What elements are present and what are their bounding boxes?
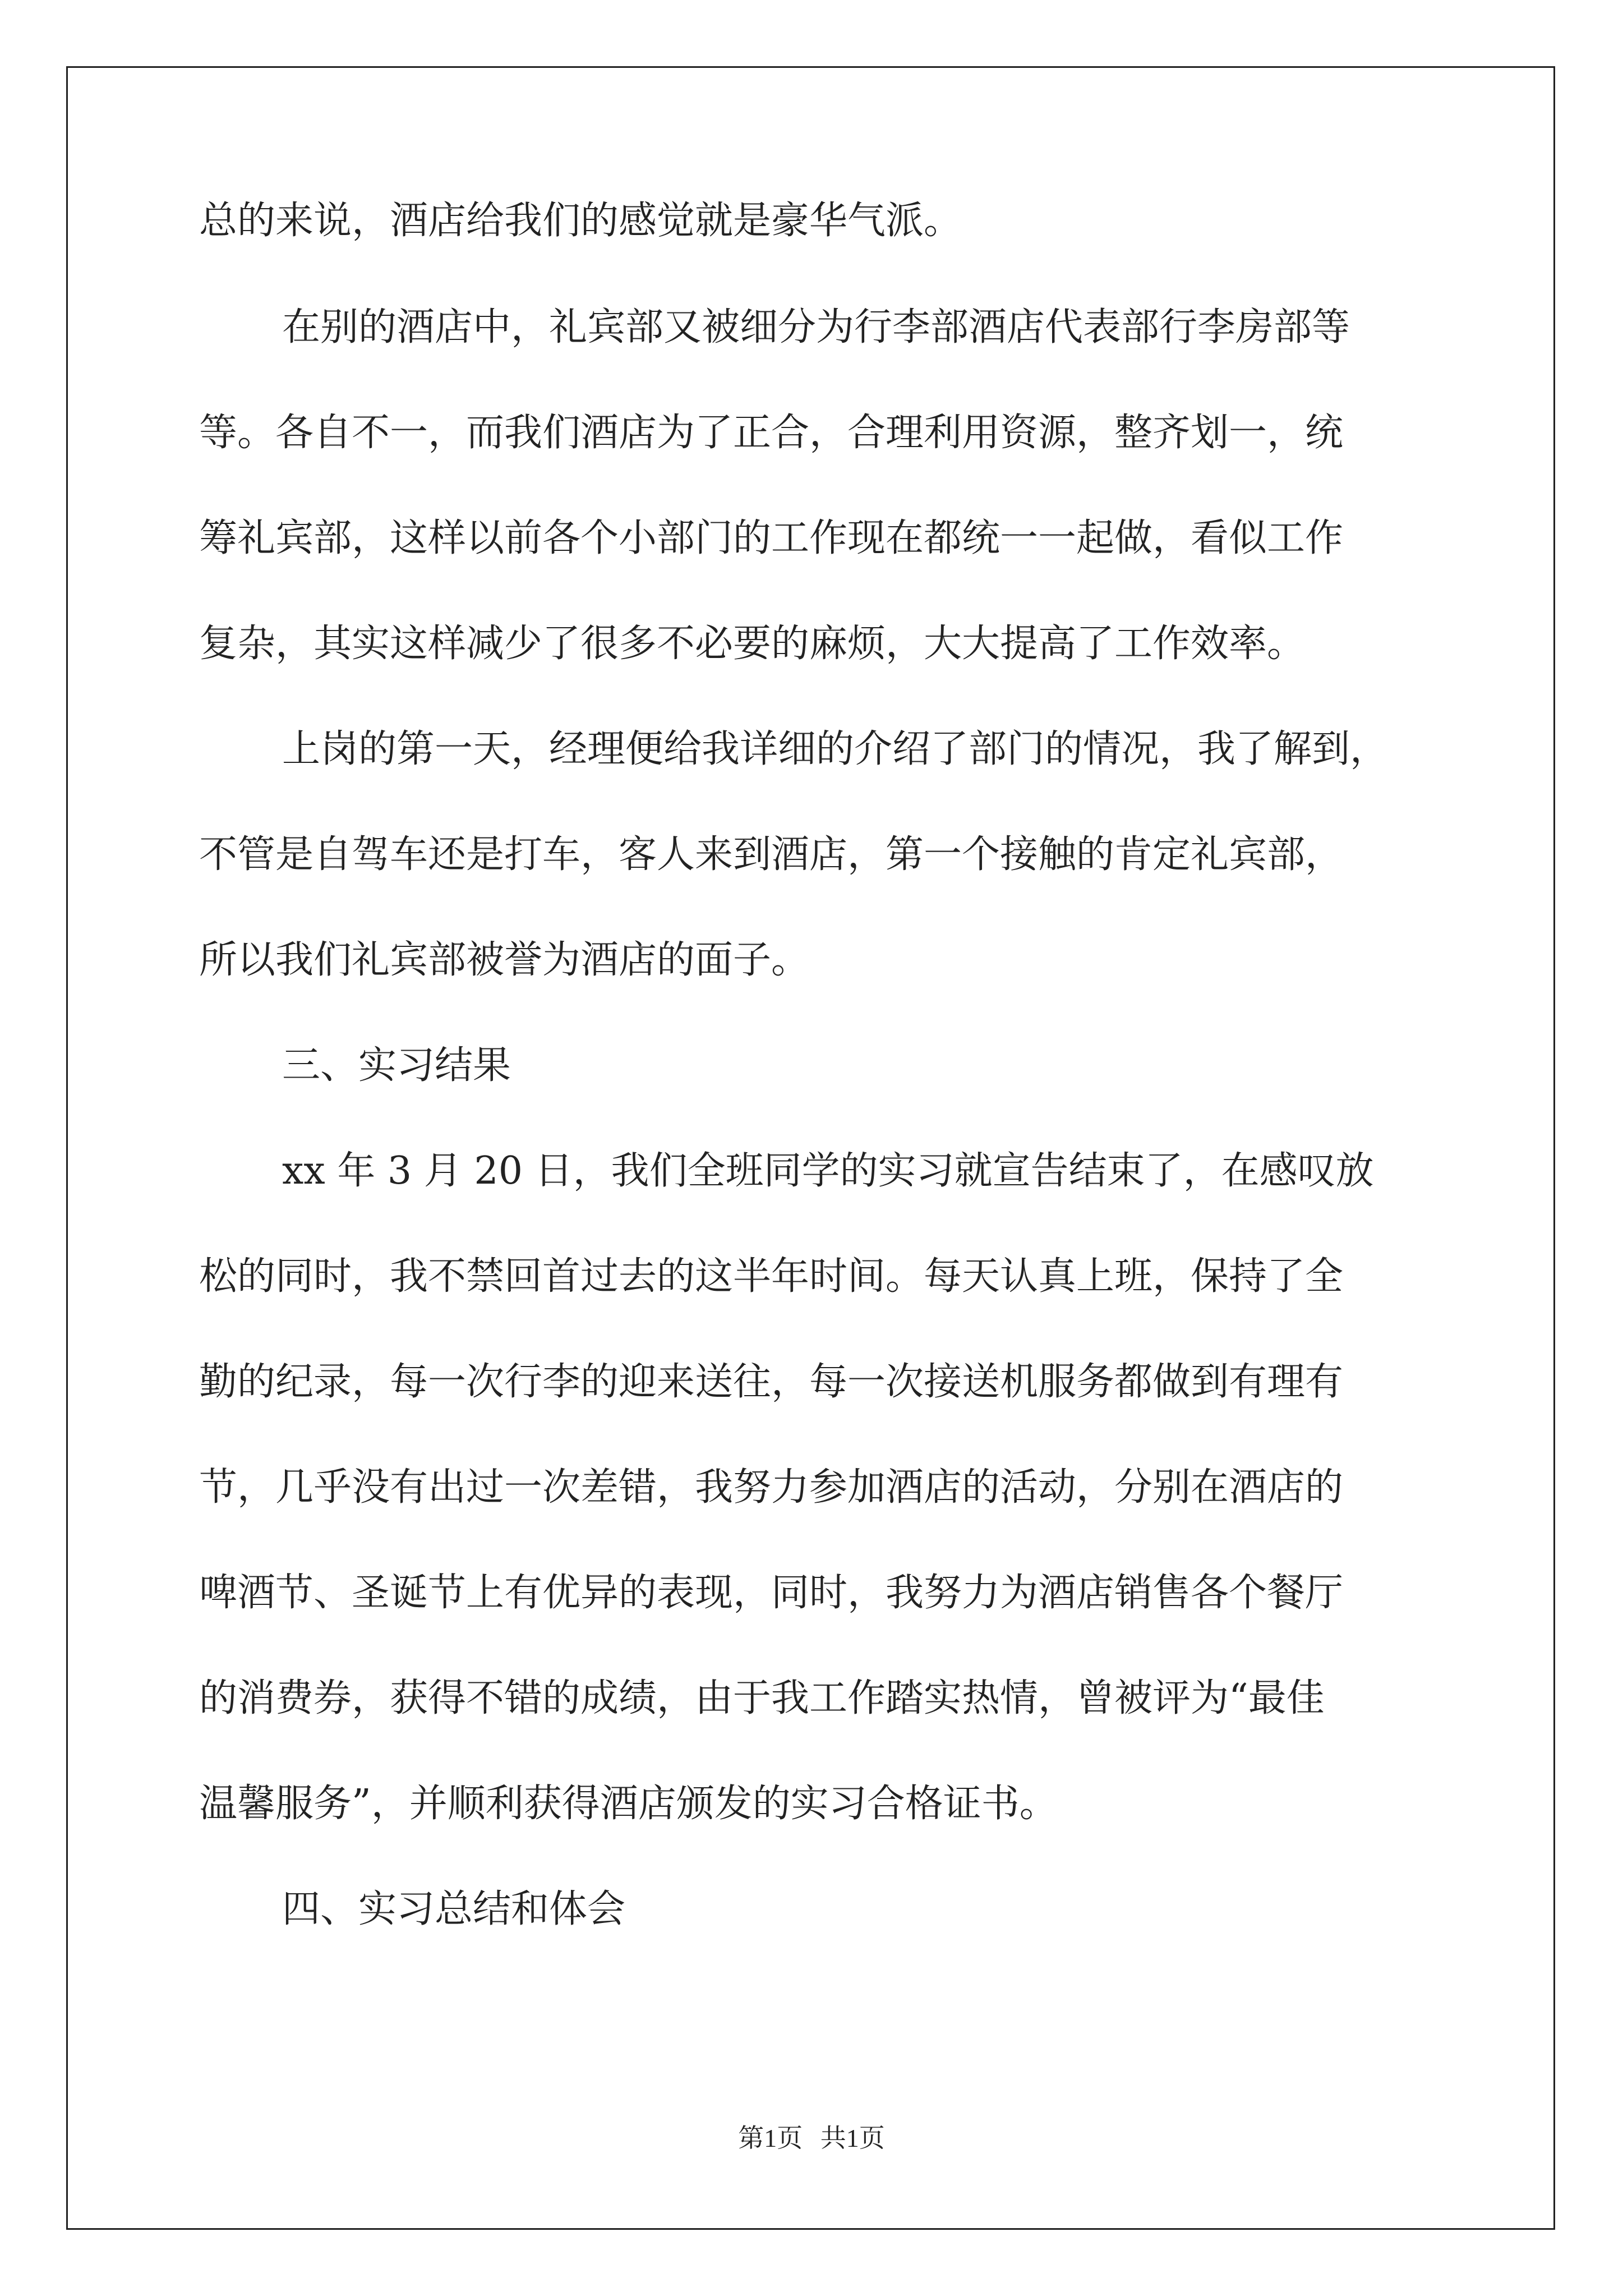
paragraph-line: 勤的纪录，每一次行李的迎来送往，每一次接送机服务都做到有理有 <box>199 1360 1344 1404</box>
paragraph-line: 复杂，其实这样减少了很多不必要的麻烦，大大提高了工作效率。 <box>199 622 1306 666</box>
paragraph-line: 不管是自驾车还是打车，客人来到酒店，第一个接触的肯定礼宾部， <box>199 832 1344 877</box>
paragraph-line: 松的同时，我不禁回首过去的这半年时间。每天认真上班，保持了全 <box>199 1254 1344 1299</box>
paragraph-line: 温馨服务”，并顺利获得酒店颁发的实习合格证书。 <box>199 1782 1058 1826</box>
page-footer <box>0 2118 1623 2155</box>
section-heading: 三、实习结果 <box>282 1043 511 1088</box>
paragraph-line: 在别的酒店中，礼宾部又被细分为行李部酒店代表部行李房部等 <box>282 305 1350 349</box>
paragraph-line: 节，几乎没有出过一次差错，我努力参加酒店的活动，分别在酒店的 <box>199 1465 1344 1510</box>
paragraph-line: 筹礼宾部，这样以前各个小部门的工作现在都统一一起做，看似工作 <box>199 516 1344 560</box>
paragraph-line: 所以我们礼宾部被誉为酒店的面子。 <box>199 938 810 982</box>
paragraph-line: 啤酒节、圣诞节上有优异的表现，同时，我努力为酒店销售各个餐厅 <box>199 1571 1344 1615</box>
page-total: 共1页 <box>820 2124 885 2152</box>
paragraph-line: xx 年 3 月 20 日，我们全班同学的实习就宣告结束了，在感叹放 <box>282 1149 1374 1193</box>
paragraph-line: 的消费券，获得不错的成绩，由于我工作踏实热情，曾被评为“最佳 <box>199 1676 1325 1720</box>
paragraph-line: 总的来说，酒店给我们的感觉就是豪华气派。 <box>199 199 962 243</box>
page-number: 第1页 <box>738 2124 803 2152</box>
paragraph-line: 上岗的第一天，经理便给我详细的介绍了部门的情况，我了解到， <box>282 727 1389 771</box>
paragraph-line: 等。各自不一，而我们酒店为了正合，合理利用资源，整齐划一，统 <box>199 411 1344 455</box>
section-heading: 四、实习总结和体会 <box>282 1887 626 1931</box>
